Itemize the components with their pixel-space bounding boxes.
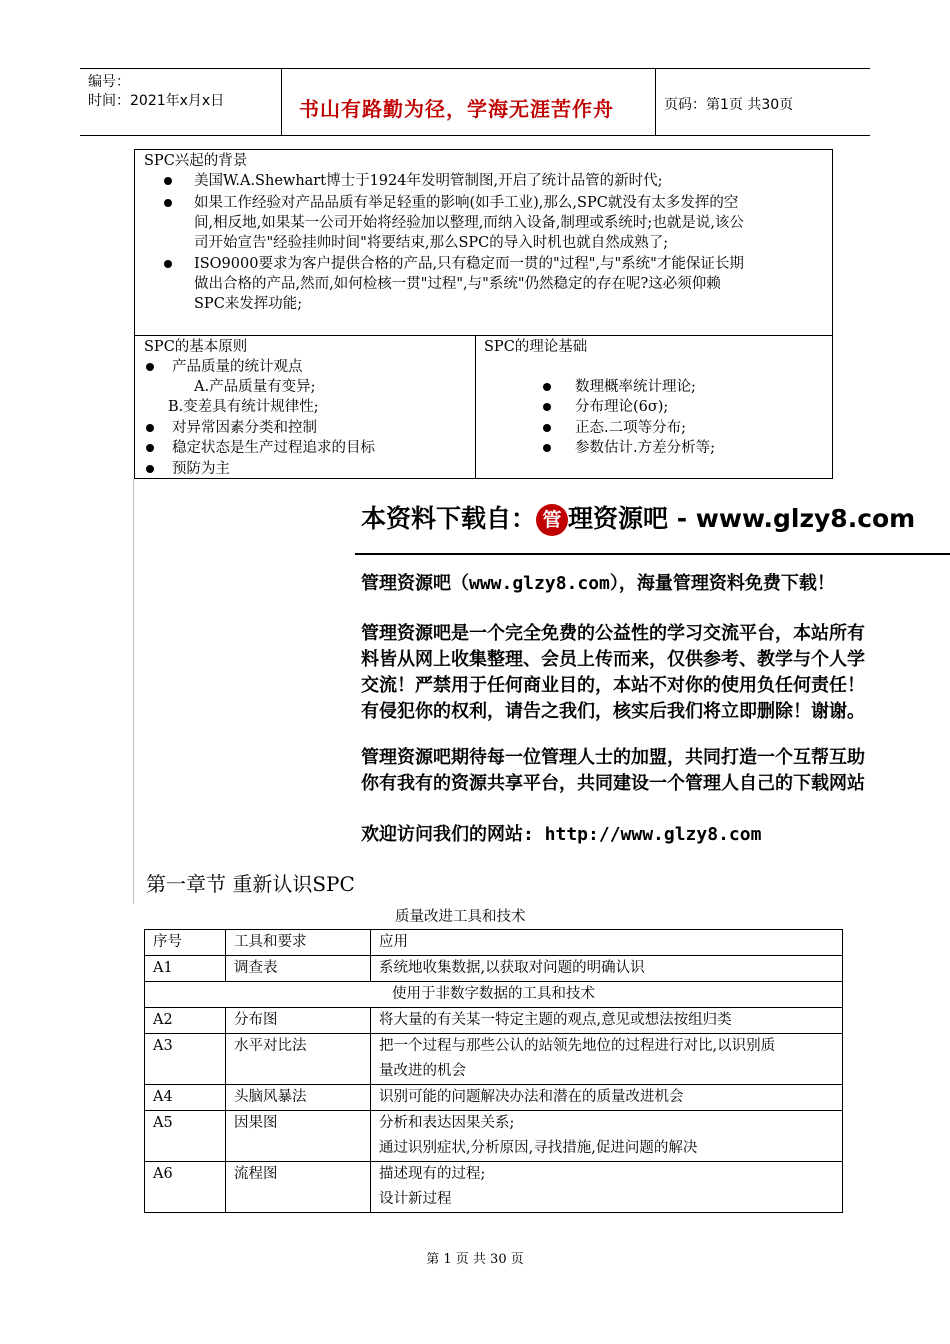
background-title: SPC兴起的背景: [144, 153, 248, 169]
bullet-dot: [146, 444, 154, 452]
bullet-dot: [543, 444, 551, 452]
cell-no: A5: [145, 1111, 226, 1162]
banner-title-suffix: 理资源吧 - www.glzy8.com: [568, 504, 916, 533]
banner-title: [361, 499, 915, 536]
table-row: [145, 1162, 843, 1213]
principles-item-2: 对异常因素分类和控制: [172, 420, 317, 436]
principles-item-1: 产品质量的统计观点: [172, 359, 303, 375]
banner-disclaimer-line-4: 有侵犯你的权利，请告之我们，核实后我们将立即删除！谢谢。: [361, 701, 865, 722]
bullet-dot: [164, 199, 172, 207]
cell-tool: 调查表: [226, 956, 371, 982]
cell-application-line: 量改进的机会: [379, 1063, 466, 1079]
margin-rule: [133, 479, 134, 904]
bullet-dot: [146, 363, 154, 371]
banner-invite-line-2: 你有我有的资源共享平台，共同建设一个管理人自己的下载网站: [361, 773, 865, 794]
table-header-row: [145, 930, 843, 956]
cell-no: A4: [145, 1085, 226, 1111]
cell-tool: 水平对比法: [226, 1034, 371, 1085]
table-row: [145, 1085, 843, 1111]
header-page-label: 页码：第1页 共30页: [664, 97, 794, 113]
page-footer: 第 1 页 共 30 页: [426, 1252, 524, 1267]
banner-rule: [355, 553, 950, 555]
cell-application: 系统地收集数据,以获取对问题的明确认识: [371, 956, 843, 982]
background-bullet-1: 美国W.A.Shewhart博士于1924年发明管制图,开启了统计品管的新时代;: [194, 173, 663, 189]
bullet-dot: [543, 424, 551, 432]
cell-application-line: 通过识别症状,分析原因,寻找措施,促进问题的解决: [379, 1140, 698, 1156]
bullet-dot: [543, 403, 551, 411]
chapter-heading: 第一章节 重新认识SPC: [146, 872, 355, 896]
table-section-row: [145, 982, 843, 1008]
banner-disclaimer-line-3: 交流！严禁用于任何商业目的，本站不对你的使用负任何责任！: [361, 675, 865, 696]
header-bottom-rule: [80, 135, 870, 136]
principles-title: SPC的基本原则: [144, 339, 248, 355]
banner-disclaimer-line-2: 料皆从网上收集整理、会员上传而来，仅供参考、教学与个人学: [361, 649, 865, 670]
header-cell-tool: 工具和要求: [226, 930, 371, 956]
principles-sub-a: A.产品质量有变异;: [194, 379, 316, 395]
principles-sub-b: B.变差具有统计规律性;: [168, 399, 319, 415]
theory-title: SPC的理论基础: [484, 339, 588, 355]
principles-item-4: 预防为主: [172, 461, 230, 477]
theory-item-4: 参数估计.方差分析等;: [575, 440, 715, 456]
header-divider-right: [655, 68, 656, 136]
principles-item-3: 稳定状态是生产过程追求的目标: [172, 440, 375, 456]
background-bullet-2-line-2: 间,相反地,如果某一公司开始将经验加以整理,而纳入设备,制理或系统时;也就是说,该公: [194, 215, 744, 231]
cell-application-line: 把一个过程与那些公认的站领先地位的过程进行对比,以识别质: [379, 1038, 776, 1054]
table-row: [145, 956, 843, 982]
theory-item-2: 分布理论(6σ);: [575, 399, 669, 415]
header-cell-no: 序号: [145, 930, 226, 956]
bullet-dot: [164, 177, 172, 185]
banner-invite-line-1: 管理资源吧期待每一位管理人士的加盟，共同打造一个互帮互助: [361, 747, 865, 768]
background-bullet-3-line-3: SPC来发挥功能;: [194, 296, 303, 312]
cell-application-line: 设计新过程: [379, 1191, 452, 1207]
cell-application-line: 分析和表达因果关系;: [379, 1115, 515, 1131]
header-top-rule: [80, 68, 870, 69]
bullet-dot: [146, 465, 154, 473]
bullet-dot: [146, 424, 154, 432]
banner-website-link[interactable]: 欢迎访问我们的网站: http://www.glzy8.com: [361, 824, 762, 845]
header-motto: 书山有路勤为径，学海无涯苦作舟: [299, 97, 614, 121]
cell-application: 将大量的有关某一特定主题的观点,意见或想法按组归类: [371, 1008, 843, 1034]
download-banner: [355, 497, 950, 807]
quality-tools-table: [144, 929, 843, 1213]
cell-tool: 因果图: [226, 1111, 371, 1162]
section-label: 使用于非数字数据的工具和技术: [145, 982, 843, 1008]
cell-no: A1: [145, 956, 226, 982]
bullet-dot: [164, 260, 172, 268]
background-bullet-2-line-1: 如果工作经验对产品品质有举足轻重的影响(如手工业),那么,SPC就没有太多发挥的空: [194, 195, 739, 211]
cell-no: A3: [145, 1034, 226, 1085]
cell-tool: 流程图: [226, 1162, 371, 1213]
banner-title-prefix: 本资料下载自：: [361, 504, 537, 533]
banner-disclaimer-line-1: 管理资源吧是一个完全免费的公益性的学习交流平台，本站所有: [361, 623, 865, 644]
cell-tool: 头脑风暴法: [226, 1085, 371, 1111]
background-bullet-3-line-1: ISO9000要求为客户提供合格的产品,只有稳定而一贯的"过程",与"系统"才能保证长期: [194, 256, 744, 272]
cell-no: A2: [145, 1008, 226, 1034]
header-divider-left: [281, 68, 282, 136]
cell-application: [371, 1034, 843, 1085]
logo-icon: 管: [536, 504, 568, 536]
header-cell-application: 应用: [371, 930, 843, 956]
bullet-dot: [543, 383, 551, 391]
table-row: [145, 1008, 843, 1034]
banner-intro: 管理资源吧（www.glzy8.com），海量管理资料免费下载！: [361, 573, 835, 594]
theory-item-3: 正态.二项等分布;: [575, 420, 686, 436]
cell-application: 识别可能的问题解决办法和潜在的质量改进机会: [371, 1085, 843, 1111]
cell-no: A6: [145, 1162, 226, 1213]
cell-application: [371, 1111, 843, 1162]
theory-item-1: 数理概率统计理论;: [575, 379, 696, 395]
cell-application: [371, 1162, 843, 1213]
background-bullet-2-line-3: 司开始宣告"经验挂帅时间"将要结束,那么SPC的导入时机也就自然成熟了;: [194, 235, 669, 251]
cell-application-line: 描述现有的过程;: [379, 1166, 486, 1182]
header-date: 时间：2021年x月x日: [88, 93, 225, 109]
table-caption: 质量改进工具和技术: [395, 909, 526, 925]
header-number: 编号：: [88, 74, 130, 90]
table-row: [145, 1034, 843, 1085]
table-row: [145, 1111, 843, 1162]
background-bullet-3-line-2: 做出合格的产品,然而,如何检核一贯"过程",与"系统"仍然稳定的存在呢?这必须仰赖: [194, 276, 721, 292]
cell-tool: 分布图: [226, 1008, 371, 1034]
